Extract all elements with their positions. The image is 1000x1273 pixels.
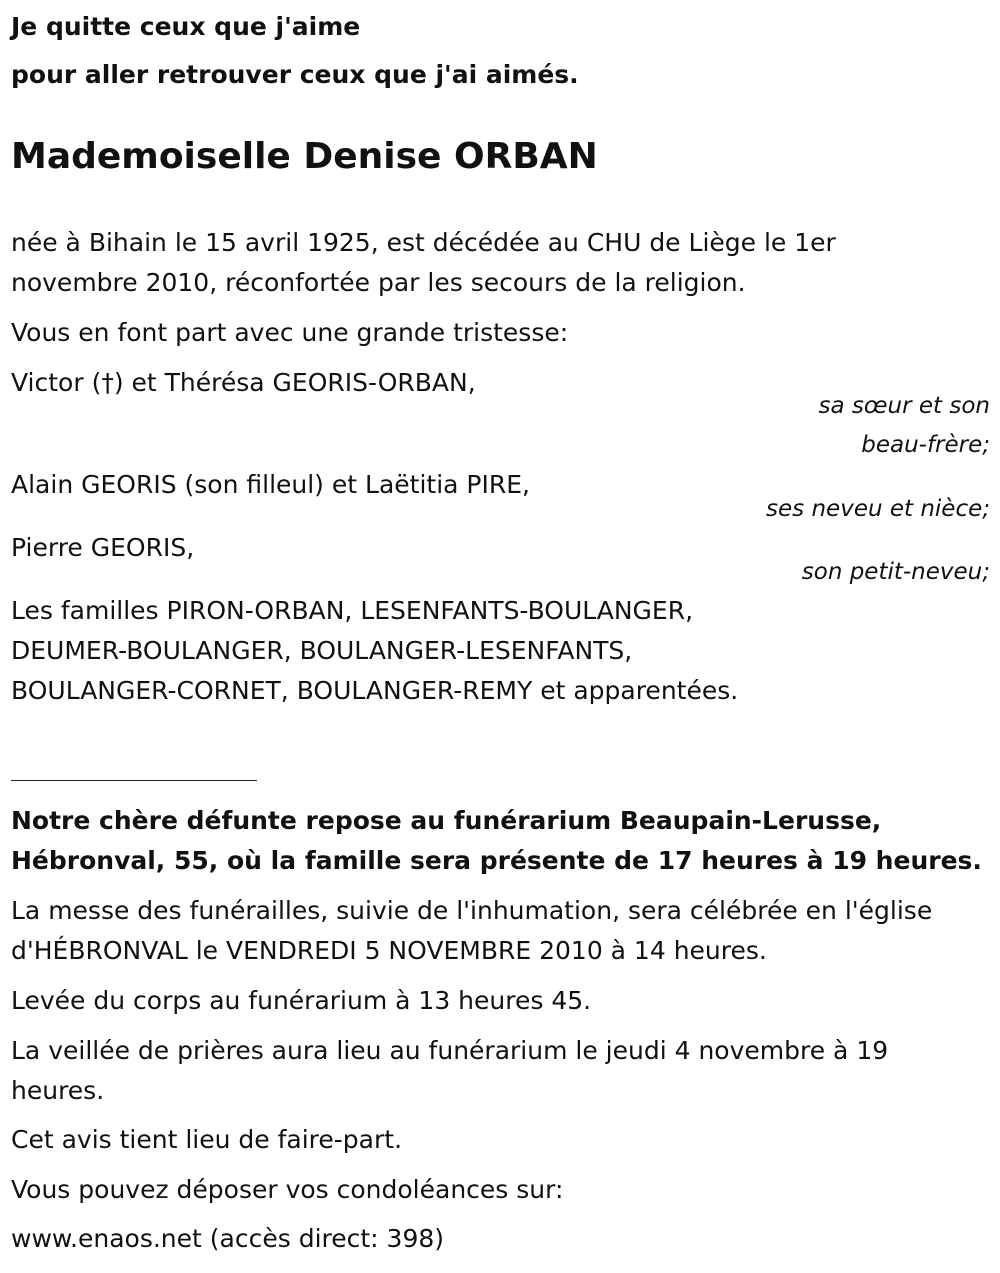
page-title: Mademoiselle Denise ORBAN: [11, 136, 598, 177]
announcement-line-2: novembre 2010, réconfortée par les secours de la religion.: [11, 268, 746, 297]
notice-text: Cet avis tient lieu de faire-part.: [11, 1125, 403, 1154]
levee-text: Levée du corps au funérarium à 13 heures 45.: [11, 986, 592, 1015]
announcement-intro: Vous en font part avec une grande tristesse:: [11, 318, 569, 347]
repose-line-2: Hébronval, 55, où la famille sera présente de 17 heures à 19 heures.: [11, 846, 982, 875]
announcement-line-1: née à Bihain le 15 avril 1925, est décédée au CHU de Liège le 1er: [11, 228, 836, 257]
family-member-relation: beau-frère;: [861, 432, 990, 458]
repose-line-1: Notre chère défunte repose au funérarium Beaupain-Lerusse,: [11, 806, 882, 835]
section-divider: [11, 780, 257, 781]
website-link[interactable]: www.enaos.net (accès direct: 398): [11, 1224, 445, 1253]
families-line-3: BOULANGER-CORNET, BOULANGER-REMY et apparentées.: [11, 676, 739, 705]
epigraph-line-2: pour aller retrouver ceux que j'ai aimés.: [11, 60, 579, 89]
vigil-line-1: La veillée de prières aura lieu au funérarium le jeudi 4 novembre à 19: [11, 1036, 889, 1065]
family-member-name: Pierre GEORIS,: [11, 533, 195, 562]
family-member-name: Alain GEORIS (son filleul) et Laëtitia PIRE,: [11, 470, 530, 499]
family-member-relation: son petit-neveu;: [801, 559, 990, 585]
families-line-2: DEUMER-BOULANGER, BOULANGER-LESENFANTS,: [11, 636, 633, 665]
family-member-relation: sa sœur et son: [818, 393, 990, 419]
epigraph-line-1: Je quitte ceux que j'aime: [11, 12, 361, 41]
families-line-1: Les familles PIRON-ORBAN, LESENFANTS-BOULANGER,: [11, 596, 694, 625]
family-member-name: Victor (†) et Thérésa GEORIS-ORBAN,: [11, 368, 476, 397]
vigil-line-2: heures.: [11, 1076, 105, 1105]
mass-line-1: La messe des funérailles, suivie de l'inhumation, sera célébrée en l'église: [11, 896, 933, 925]
family-member-relation: ses neveu et nièce;: [766, 496, 990, 522]
mass-line-2: d'HÉBRONVAL le VENDREDI 5 NOVEMBRE 2010 à 14 heures.: [11, 936, 767, 965]
condolences-text: Vous pouvez déposer vos condoléances sur:: [11, 1175, 564, 1204]
